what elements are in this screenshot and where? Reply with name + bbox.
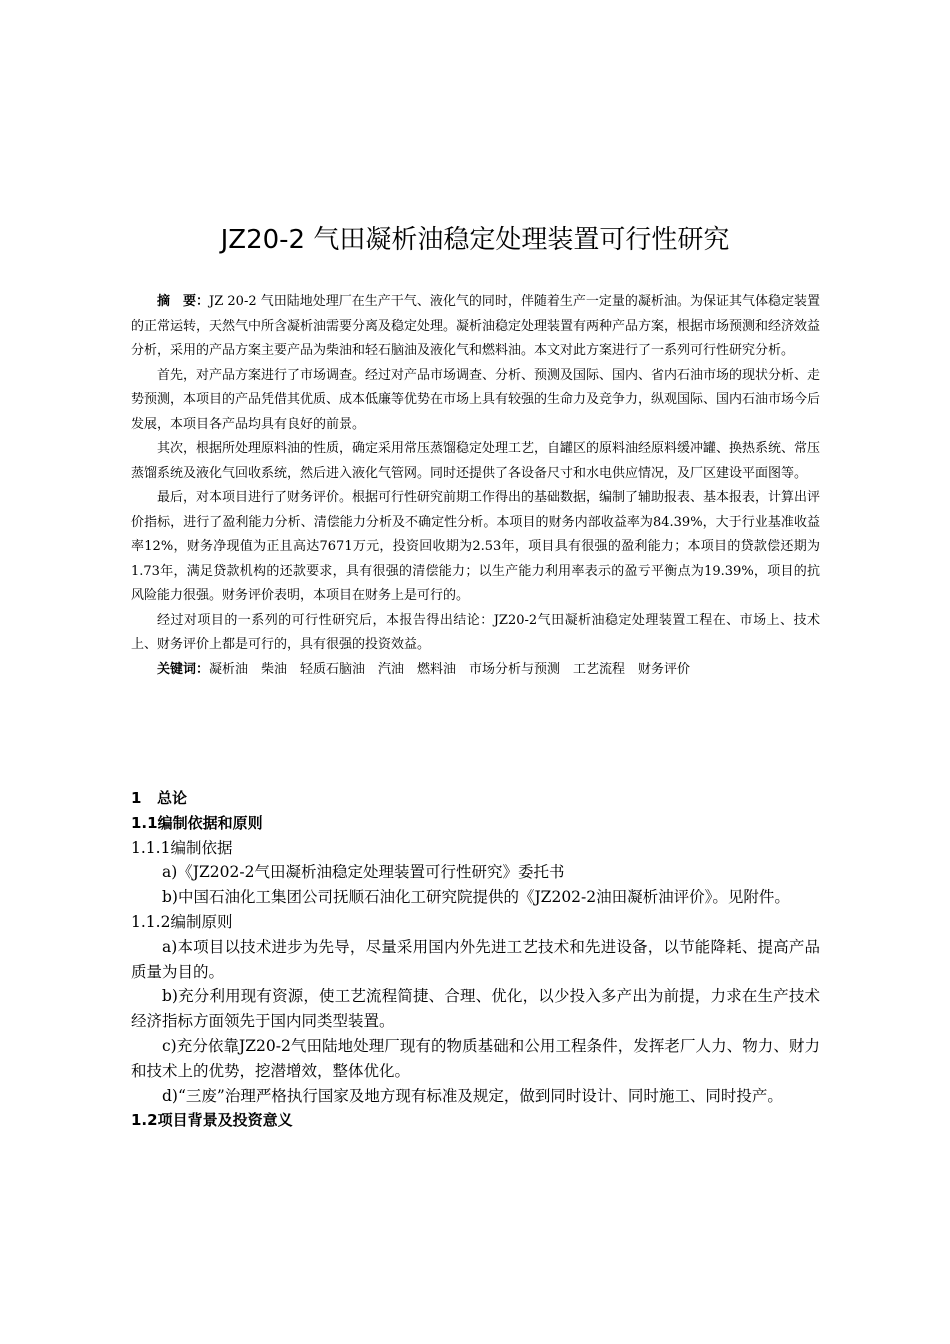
keywords-text: 凝析油 柴油 轻质石脑油 汽油 燃料油 市场分析与预测 工艺流程 财务评价: [209, 661, 691, 677]
abstract-text: JZ 20-2 气田陆地处理厂在生产干气、液化气的同时，伴随着生产一定量的凝析油。为保证其气体稳定装置的正常运转，天然气中所含凝析油需要分离及稳定处理。凝析油稳定处理装置有两种产品方案，根据市场预测和经济效益分析，采用的产品方案主要产品为柴油和轻石脑油及液化气和燃料油。本文对此方案进行了一系列可行性研究分析。: [131, 294, 821, 358]
abstract-paragraph: 其次，根据所处理原料油的性质，确定采用常压蒸馏稳定处理工艺，自罐区的原料油经原料缓冲罐、换热系统、常压蒸馏系统及液化气回收系统，然后进入液化气管网。同时还提供了各设备尺寸和水电供应情况，及厂区建设平面图等。: [131, 441, 821, 481]
abstract-paragraph: 经过对项目的一系列的可行性研究后，本报告得出结论：JZ20-2气田凝析油稳定处理装置工程在、市场上、技术上、财务评价上都是可行的，具有很强的投资效益。: [131, 612, 820, 652]
subsubsection-heading: 1.1.2编制原则: [131, 912, 233, 931]
list-item: a)本项目以技术进步为先导，尽量采用国内外先进工艺技术和先进设备，以节能降耗、提高产品质量为目的。: [131, 937, 820, 981]
abstract-paragraph: 首先，对产品方案进行了市场调查。经过对产品市场调查、分析、预测及国际、国内、省内石油市场的现状分析、走势预测，本项目的产品凭借其优质、成本低廉等优势在市场上具有较强的生命力及竞争力，纵观国际、国内石油市场今后发展，本项目各产品均具有良好的前景。: [131, 367, 821, 432]
section-heading: [131, 786, 820, 811]
list-item: a)《JZ202-2气田凝析油稳定处理装置可行性研究》委托书: [162, 863, 565, 882]
subsection-heading: 1.2项目背景及投资意义: [131, 1111, 293, 1130]
body-section: [131, 786, 820, 1133]
abstract-section: [131, 290, 820, 682]
keywords-line: [131, 658, 820, 683]
subsection-heading: 1.1编制依据和原则: [131, 813, 263, 832]
abstract-paragraph: [131, 290, 820, 364]
section-title: 总论: [157, 789, 188, 807]
list-item: c)充分依靠JZ20-2气田陆地处理厂现有的物质基础和公用工程条件，发挥老厂人力、物力、财力和技术上的优势，挖潜增效，整体优化。: [131, 1036, 820, 1080]
keywords-label: 关键词：: [157, 661, 210, 677]
abstract-label: 摘 要：: [157, 294, 210, 309]
list-item: d)“三废”治理严格执行国家及地方现有标准及规定，做到同时设计、同时施工、同时投产。: [162, 1086, 783, 1105]
document-title: JZ20-2 气田凝析油稳定处理装置可行性研究: [220, 225, 730, 255]
section-number: 1: [131, 789, 142, 807]
list-item: b)充分利用现有资源，使工艺流程简捷、合理、优化，以少投入多产出为前提，力求在生产技术经济指标方面领先于国内同类型装置。: [131, 987, 820, 1031]
subsubsection-heading: 1.1.1编制依据: [131, 838, 233, 857]
abstract-paragraph: 最后，对本项目进行了财务评价。根据可行性研究前期工作得出的基础数据，编制了辅助报表、基本报表，计算出评价指标，进行了盈利能力分析、清偿能力分析及不确定性分析。本项目的财务内部收益率为84.39%，大于行业基准收益率12%，财务净现值为正且高达7671万元，投资回收期为2.53年，项目具有很强的盈利能力；本项目的贷款偿还期为1.73年，满足贷款机构的还款要求，具有很强的清偿能力；以生产能力利用率表示的盈亏平衡点为19.39%，项目的抗风险能力很强。财务评价表明，本项目在财务上是可行的。: [131, 490, 821, 603]
list-item: b)中国石油化工集团公司抚顺石油化工研究院提供的《JZ202-2油田凝析油评价》。见附件。: [162, 888, 790, 907]
